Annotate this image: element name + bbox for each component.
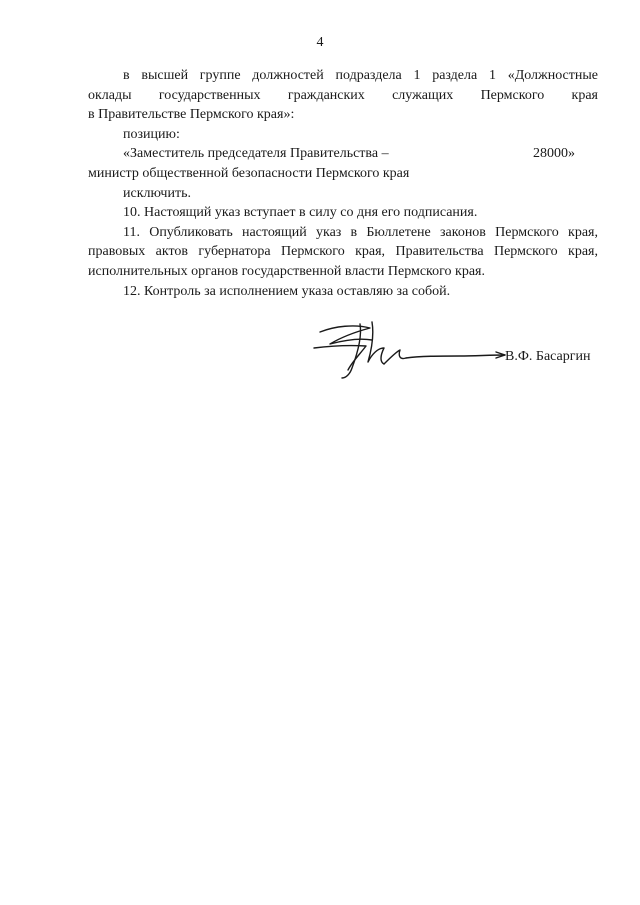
intro-line-1: в высшей группе должностей подраздела 1 раздела 1 «Должностные [123, 68, 598, 83]
item-11-line-2: правовых актов губернатора Пермского края, Правительства Пермского края, [88, 244, 598, 260]
position-title-line-1: «Заместитель председателя Правительства – [123, 146, 389, 162]
item-12: 12. Контроль за исполнением указа оставляю за собой. [123, 283, 451, 299]
handwritten-signature [300, 318, 510, 382]
page-number: 4 [316, 35, 324, 50]
item-11-line-1: 11. Опубликовать настоящий указ в Бюллетене законов Пермского края, [123, 224, 598, 240]
position-row [88, 144, 598, 164]
item-11-line-3: исполнительных органов государственной власти Пермского края. [88, 263, 485, 279]
position-title-line-2: министр общественной безопасности Пермского края [88, 165, 410, 181]
position-label: позицию: [123, 126, 180, 142]
intro-line-3: в Правительстве Пермского края»: [88, 107, 295, 123]
exclude-text: исключить. [123, 185, 191, 201]
signer-name: В.Ф. Басаргин [505, 349, 591, 364]
position-salary: 28000» [533, 146, 575, 162]
intro-line-2: оклады государственных гражданских служащих Пермского края [88, 87, 598, 103]
item-10: 10. Настоящий указ вступает в силу со дня его подписания. [123, 205, 478, 221]
document-body [88, 66, 598, 301]
